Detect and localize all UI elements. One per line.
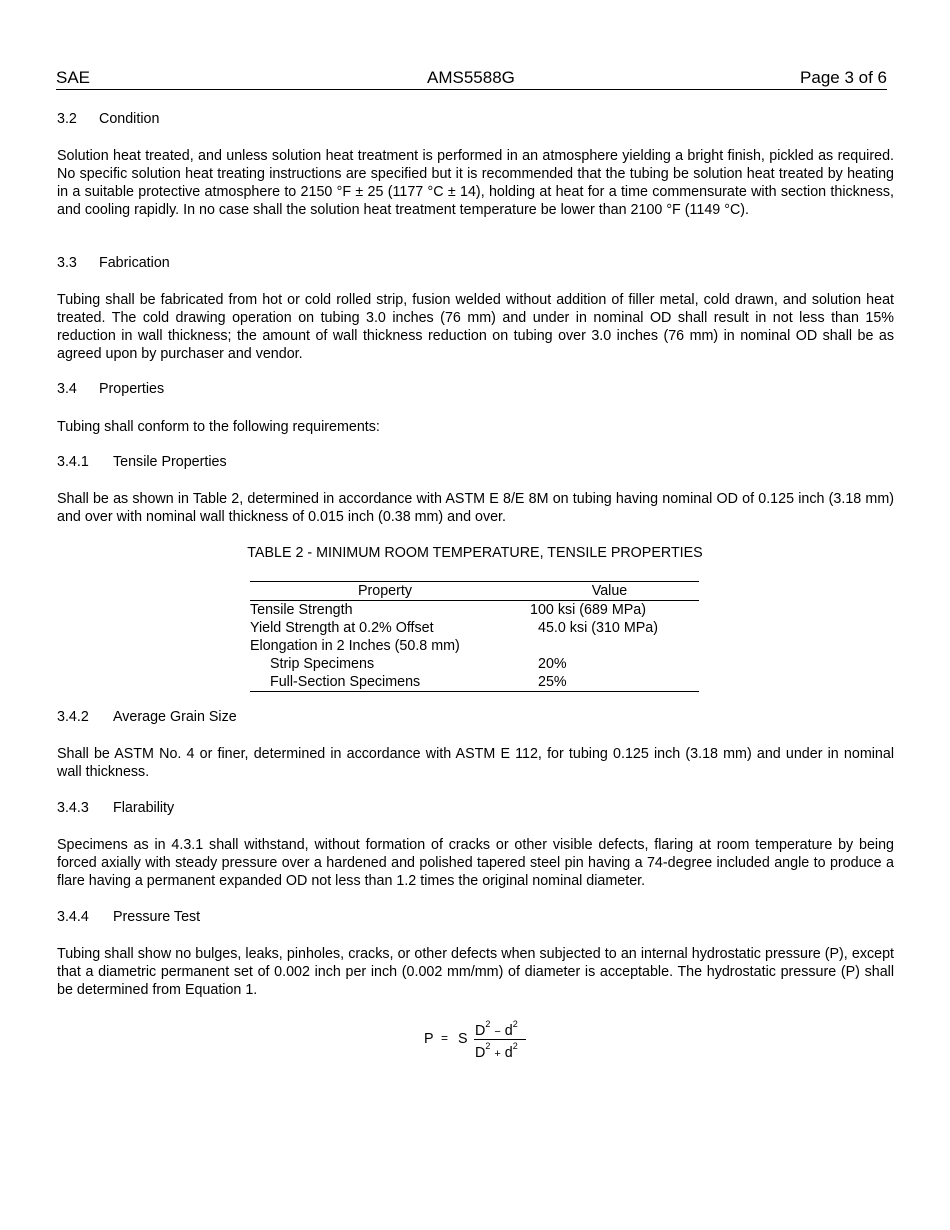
section-3-4-text: Tubing shall conform to the following requirements: xyxy=(57,419,380,435)
fraction-bar xyxy=(474,1039,526,1040)
table-header-row xyxy=(250,582,699,601)
section-title: Properties xyxy=(99,381,165,397)
section-number: 3.2 xyxy=(57,111,77,127)
section-3-4-3-text: Specimens as in 4.3.1 shall withstand, without formation of cracks or other visible defects, flaring at room temperature by being forced axially with steady pressure over a hardened and polished tapered steel pin having a 74-degree included angle to produce a flare having a permanent expanded OD not less than 1.2 times the original nominal diameter. xyxy=(57,837,894,889)
section-3-4-1-text: Shall be as shown in Table 2, determined in accordance with ASTM E 8/E 8M on tubing having nominal OD of 0.125 inch (3.18 mm) and over with nominal wall thickness of 0.015 inch (0.38 mm) and over. xyxy=(57,491,894,525)
numerator-term-b: d xyxy=(504,1022,513,1039)
equation-factor: S xyxy=(458,1031,468,1047)
numerator-operator: − xyxy=(494,1025,501,1038)
denominator-term-b: d xyxy=(504,1044,513,1061)
equation-lhs: P xyxy=(424,1031,434,1047)
numerator-term-a: D xyxy=(475,1022,486,1039)
section-title: Average Grain Size xyxy=(113,709,237,725)
column-header-value: Value xyxy=(520,582,699,601)
table-row xyxy=(250,655,699,673)
section-3-4-4-text: Tubing shall show no bulges, leaks, pinholes, cracks, or other defects when subjected to an internal hydrostatic pressure (P), except that a diametric permanent set of 0.002 inch per inch (0.002 mm/mm) of diameter is acceptable. The hydrostatic pressure (P) shall be determined from Equation 1. xyxy=(57,946,894,998)
section-title: Fabrication xyxy=(99,255,170,271)
table-row xyxy=(250,637,699,655)
denominator-operator: + xyxy=(494,1047,501,1060)
exponent: 2 xyxy=(485,1041,491,1051)
exponent: 2 xyxy=(512,1041,518,1051)
section-number: 3.4.4 xyxy=(57,909,89,925)
exponent: 2 xyxy=(485,1019,491,1029)
section-title: Flarability xyxy=(113,800,175,816)
tensile-properties-table xyxy=(250,581,699,692)
section-heading-3-4 xyxy=(57,381,165,397)
section-heading-3-4-1 xyxy=(57,454,227,470)
table-caption: TABLE 2 - MINIMUM ROOM TEMPERATURE, TENSILE PROPERTIES xyxy=(247,545,703,561)
equation-denominator xyxy=(475,1043,518,1061)
section-3-3-text: Tubing shall be fabricated from hot or cold rolled strip, fusion welded without addition of filler metal, cold drawn, and solution heat treated. The cold drawing operation on tubing 3.0 inches (76 mm) and under in nominal OD shall result in not less than 15% reduction in wall thickness; the amount of wall thickness reduction on tubing over 3.0 inches (76 mm) in nominal OD shall be as agreed upon by purchaser and vendor. xyxy=(57,292,894,362)
column-header-property: Property xyxy=(250,582,520,601)
section-number: 3.4.3 xyxy=(57,800,89,816)
section-heading-3-2 xyxy=(57,111,160,127)
equation-equals: = xyxy=(441,1031,449,1045)
section-heading-3-3 xyxy=(57,255,170,271)
value-cell: 20% xyxy=(538,656,567,672)
table-row xyxy=(250,619,699,637)
section-number: 3.4.2 xyxy=(57,709,89,725)
denominator-term-a: D xyxy=(475,1044,486,1061)
value-cell: 100 ksi (689 MPa) xyxy=(530,602,647,618)
table-row xyxy=(250,601,699,620)
section-heading-3-4-3 xyxy=(57,800,175,816)
section-3-2-text: Solution heat treated, and unless solution heat treatment is performed in an atmosphere yielding a bright finish, pickled as required. No specific solution heat treating instructions are specified but it is recommended that the tubing be solution heat treated by heating in a suitable protective atmosphere to 2150 °F ± 25 (1177 °C ± 14), holding at heat for a time commensurate with section thickness, and cooling rapidly. In no case shall the solution heat treatment temperature be lower than 2100 °F (1149 °C). xyxy=(57,148,894,218)
property-cell: Elongation in 2 Inches (50.8 mm) xyxy=(250,638,460,654)
exponent: 2 xyxy=(512,1019,518,1029)
header-org: SAE xyxy=(56,68,91,87)
value-cell: 25% xyxy=(538,674,567,690)
header-page-number: Page 3 of 6 xyxy=(800,68,887,87)
section-number: 3.3 xyxy=(57,255,77,271)
section-heading-3-4-2 xyxy=(57,709,237,725)
section-number: 3.4.1 xyxy=(57,454,89,470)
equation-numerator xyxy=(475,1021,518,1039)
header-doc-number: AMS5588G xyxy=(427,68,515,87)
section-title: Tensile Properties xyxy=(113,454,227,470)
page-header xyxy=(56,67,887,90)
value-cell xyxy=(520,637,699,655)
property-cell: Tensile Strength xyxy=(250,602,353,618)
section-heading-3-4-4 xyxy=(57,909,201,925)
value-cell: 45.0 ksi (310 MPa) xyxy=(538,620,658,636)
property-cell: Full-Section Specimens xyxy=(270,674,421,690)
section-3-4-2-text: Shall be ASTM No. 4 or finer, determined in accordance with ASTM E 112, for tubing 0.125 inch (3.18 mm) and under in nominal wall thickness. xyxy=(57,746,894,780)
section-number: 3.4 xyxy=(57,381,77,397)
section-title: Condition xyxy=(99,111,160,127)
section-title: Pressure Test xyxy=(113,909,201,925)
property-cell: Yield Strength at 0.2% Offset xyxy=(250,620,434,636)
table-row xyxy=(250,673,699,692)
property-cell: Strip Specimens xyxy=(270,656,375,672)
